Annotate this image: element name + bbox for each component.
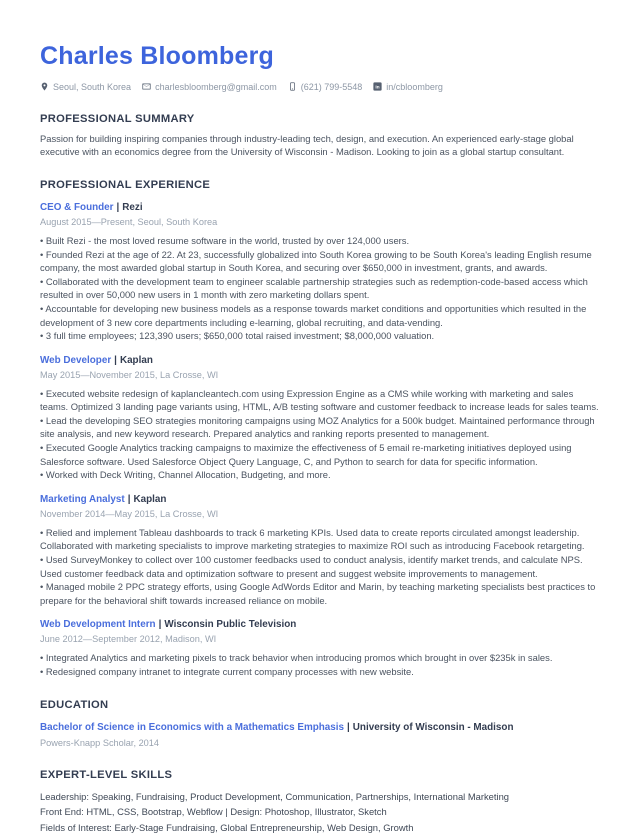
summary-text: Passion for building inspiring companies through industry-leading tech, design, and execution. An experienced early-stage global executive with an economics degree from the University of Wisconsin - Madison. Looking to join as a global startup consultant. xyxy=(40,132,574,158)
phone-icon xyxy=(288,82,297,91)
job-separator: | xyxy=(116,201,120,213)
skills-section-title: EXPERT-LEVEL SKILLS xyxy=(40,768,173,781)
education-title-line xyxy=(40,721,600,734)
skill-line: Leadership: Speaking, Fundraising, Product Development, Communication, Partnerships, International Marketing xyxy=(40,790,510,802)
job-title-line xyxy=(40,618,600,631)
section-professional-summary xyxy=(40,112,600,159)
job-dates-location: June 2012—September 2012, Madison, WI xyxy=(40,634,217,645)
job-role: Web Developer xyxy=(40,354,112,366)
education-detail: Powers-Knapp Scholar, 2014 xyxy=(40,737,160,748)
job-bullets xyxy=(40,234,600,343)
linkedin-icon xyxy=(373,82,382,91)
job-bullets xyxy=(40,387,600,482)
job-dates-location: May 2015—November 2015, La Crosse, WI xyxy=(40,369,219,380)
job-bullet: • Executed Google Analytics tracking campaigns to maximize the effectiveness of 5 email re-marketing initiatives deployed using Salesforce software. Used Salesforce Object Query Language, C, and Python to search for data for specific information. xyxy=(40,441,600,468)
job-role: Web Development Intern xyxy=(40,619,156,631)
job-separator: | xyxy=(114,354,117,366)
experience-item xyxy=(40,493,600,608)
experience-list xyxy=(40,201,600,679)
skill-line: Fields of Interest: Early-Stage Fundraising, Global Entrepreneurship, Web Design, Growth xyxy=(40,821,414,833)
contact-row xyxy=(40,81,600,93)
job-company: Wisconsin Public Television xyxy=(164,619,297,631)
job-separator: | xyxy=(127,493,131,505)
experience-item xyxy=(40,354,600,482)
education-school: University of Wisconsin - Madison xyxy=(352,721,514,733)
contact-text: (621) 799-5548 xyxy=(300,81,363,92)
job-bullet: • Relied and implement Tableau dashboards to track 6 marketing KPIs. Used data to create reports circulated amongst leadership. Collaborated with marketing specialists to improve marketing strategies to maximize ROI such as introducing Facebook retargeting. xyxy=(40,526,600,553)
job-dates-location: November 2014—May 2015, La Crosse, WI xyxy=(40,508,219,519)
job-role: Marketing Analyst xyxy=(40,493,125,505)
education-separator: | xyxy=(347,721,350,733)
job-bullet: • Accountable for developing new business models as a response towards market conditions and opportunities which resulted in the development of 3 new core departments including e-learning, global recruiting, and data-vending. xyxy=(40,302,600,329)
section-expert-level-skills xyxy=(40,768,600,835)
location-pin-icon xyxy=(40,82,49,91)
contact-item xyxy=(373,81,443,93)
resume-name: Charles Bloomberg xyxy=(40,42,275,70)
job-bullet: • Redesigned company intranet to integrate current company processes with new website. xyxy=(40,665,600,679)
job-role: CEO & Founder xyxy=(40,201,114,213)
section-professional-experience xyxy=(40,178,600,679)
job-company: Kaplan xyxy=(133,493,167,505)
job-title-line xyxy=(40,354,600,367)
job-separator: | xyxy=(158,619,162,631)
job-bullet: • Executed website redesign of kaplancleantech.com using Expression Engine as a CMS while working with marketing and sales teams. Optimized 3 landing page variants using, HTML, A/B testing software and customer feedback to increase leads for sales teams. xyxy=(40,387,600,414)
contact-item xyxy=(40,81,131,93)
job-title-line xyxy=(40,201,600,214)
experience-item xyxy=(40,201,600,343)
job-bullet: • Lead the developing SEO strategies monitoring campaigns using MOZ Analytics for a 500k budget. Maintained performance through site analysis, and new keyword research. Prepared analytics and ranking reports presented to management. xyxy=(40,414,600,441)
job-bullets xyxy=(40,526,600,608)
job-dates-location: August 2015—Present, Seoul, South Korea xyxy=(40,216,218,227)
email-icon xyxy=(142,82,151,91)
job-bullet: • Founded Rezi at the age of 22. At 23, successfully globalized into South Korea growing to be South Korea's leading English resume company, the most awarded global startup in South Korea, and securing over $650,000 in investment, grants, and awards. xyxy=(40,248,600,275)
contact-text: Seoul, South Korea xyxy=(53,81,132,92)
contact-item xyxy=(142,81,277,93)
section-education xyxy=(40,698,600,749)
job-bullet: • Used SurveyMonkey to collect over 100 customer feedbacks used to conduct analysis, identify market trends, and calculate NPS. Used customer feedback data and optimization software to present and suggest website improvements to management. xyxy=(40,553,600,580)
job-bullet: • Integrated Analytics and marketing pixels to track behavior when introducing promos which brought in over $235k in sales. xyxy=(40,651,600,665)
experience-item xyxy=(40,618,600,678)
resume-header xyxy=(40,42,600,93)
job-bullet: • Collaborated with the development team to engineer scalable partnership strategies such as redemption-code-based access which resulted in over 50,000 new users in 1 month with zero marketing dollars spent. xyxy=(40,275,600,302)
experience-section-title: PROFESSIONAL EXPERIENCE xyxy=(40,178,211,191)
job-company: Kaplan xyxy=(119,354,153,366)
job-title-line xyxy=(40,493,600,506)
education-degree: Bachelor of Science in Economics with a Mathematics Emphasis xyxy=(40,721,345,733)
job-company: Rezi xyxy=(122,201,143,213)
svg-text:in: in xyxy=(375,85,380,91)
job-bullet: • Managed mobile 2 PPC strategy efforts, using Google AdWords Editor and Marin, by teaching marketing specialists best practices to prepare for the behavioral shift towards increased reliance on mobile. xyxy=(40,580,600,607)
skill-line: Front End: HTML, CSS, Bootstrap, Webflow | Design: Photoshop, Illustrator, Sketch xyxy=(40,806,387,818)
contact-item xyxy=(288,81,363,93)
skills-list xyxy=(40,789,600,835)
job-bullets xyxy=(40,651,600,678)
job-bullet: • Built Rezi - the most loved resume software in the world, trusted by over 124,000 users. xyxy=(40,234,600,248)
contact-text: in/cbloomberg xyxy=(386,81,443,92)
job-bullet: • 3 full time employees; 123,390 users; $650,000 total raised investment; $8,000,000 valuation. xyxy=(40,329,600,343)
summary-section-title: PROFESSIONAL SUMMARY xyxy=(40,112,195,125)
job-bullet: • Worked with Deck Writing, Channel Allocation, Budgeting, and more. xyxy=(40,468,600,482)
education-item xyxy=(40,721,600,749)
contact-text: charlesbloomberg@gmail.com xyxy=(155,81,277,92)
education-section-title: EDUCATION xyxy=(40,698,109,711)
